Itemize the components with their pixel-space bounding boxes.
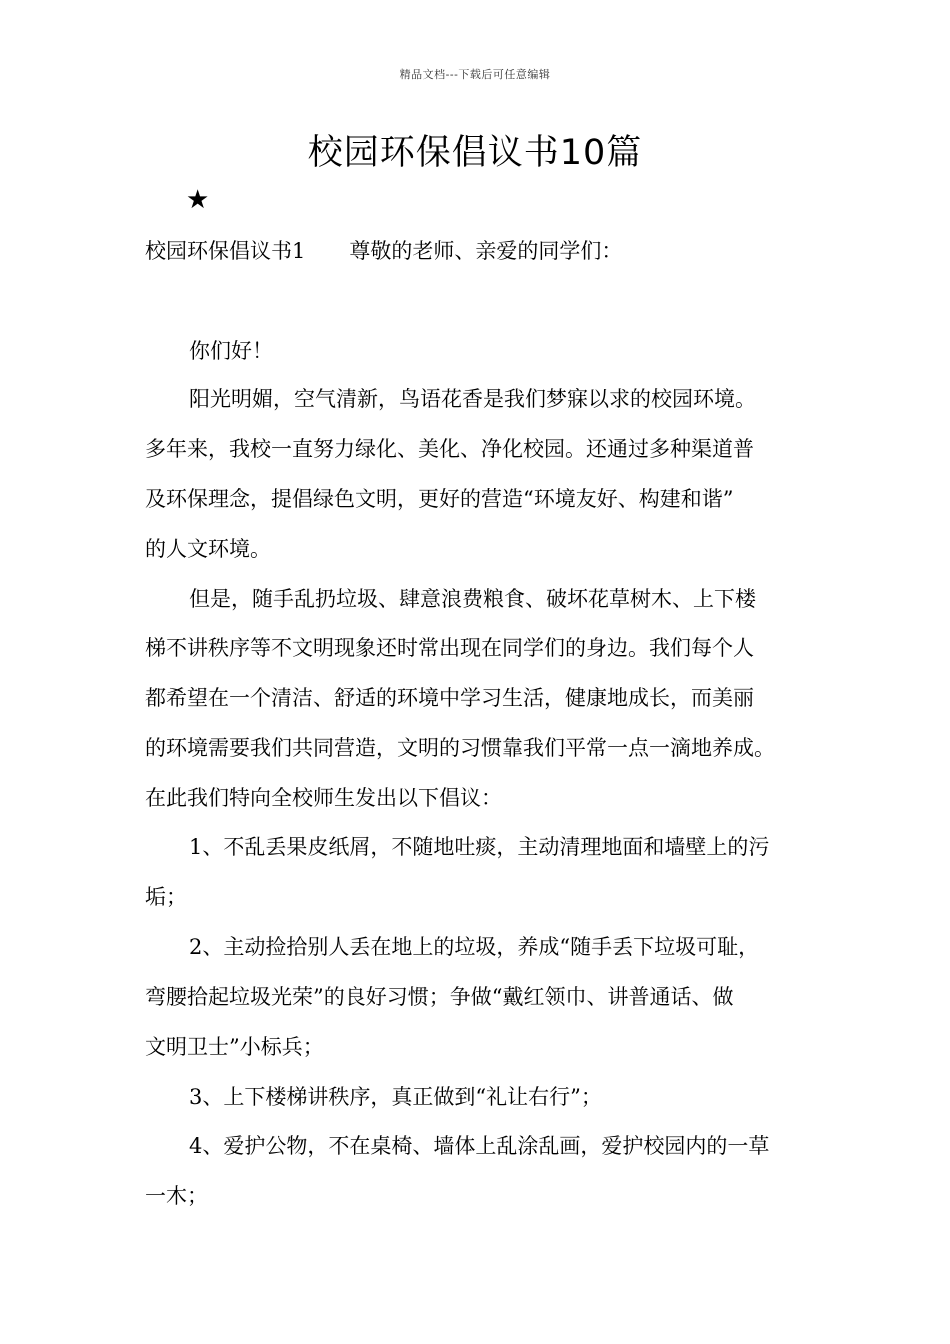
list-item-line: 4、爱护公物，不在桌椅、墙体上乱涂乱画，爱护校园内的一草 [189, 1134, 770, 1158]
document-title: 校园环保倡议书10篇 [307, 133, 643, 173]
paragraph-line: 及环保理念，提倡绿色文明，更好的营造“环境友好、构建和谐” [145, 487, 734, 511]
paragraph-line: 但是，随手乱扔垃圾、肆意浪费粮食、破坏花草树木、上下楼 [189, 587, 756, 611]
paragraph-line: 的人文环境。 [145, 537, 271, 561]
list-item-line: 3、上下楼梯讲秩序，真正做到“礼让右行”； [189, 1085, 602, 1109]
paragraph-line: 你们好！ [189, 339, 273, 363]
list-item-line: 弯腰拾起垃圾光荣”的良好习惯；争做“戴红领巾、讲普通话、做 [145, 985, 734, 1009]
list-item-line: 1、不乱丢果皮纸屑，不随地吐痰，主动清理地面和墙壁上的污 [189, 835, 770, 859]
paragraph-line: 梯不讲秩序等不文明现象还时常出现在同学们的身边。我们每个人 [145, 636, 754, 660]
section-heading-line [145, 236, 622, 266]
paragraph-line: 多年来，我校一直努力绿化、美化、净化校园。还通过多种渠道普 [145, 437, 754, 461]
salutation: 尊敬的老师、亲爱的同学们： [349, 239, 623, 263]
list-item-line: 垢； [145, 885, 187, 909]
paragraph-line: 都希望在一个清洁、舒适的环境中学习生活，健康地成长，而美丽 [145, 686, 754, 710]
star-icon: ★ [186, 185, 210, 215]
paragraph-line: 的环境需要我们共同营造，文明的习惯靠我们平常一点一滴地养成。 [145, 736, 775, 760]
section-heading: 校园环保倡议书1 [145, 239, 306, 263]
list-item-line: 一木； [145, 1184, 208, 1208]
list-item-line: 2、主动捡拾别人丢在地上的垃圾，养成“随手丢下垃圾可耻， [189, 935, 760, 959]
header-watermark: 精品文档---下载后可任意编辑 [399, 68, 551, 81]
paragraph-line: 阳光明媚，空气清新，鸟语花香是我们梦寐以求的校园环境。 [189, 387, 756, 411]
paragraph-line: 在此我们特向全校师生发出以下倡议： [145, 786, 502, 810]
list-item-line: 文明卫士”小标兵； [145, 1035, 324, 1059]
